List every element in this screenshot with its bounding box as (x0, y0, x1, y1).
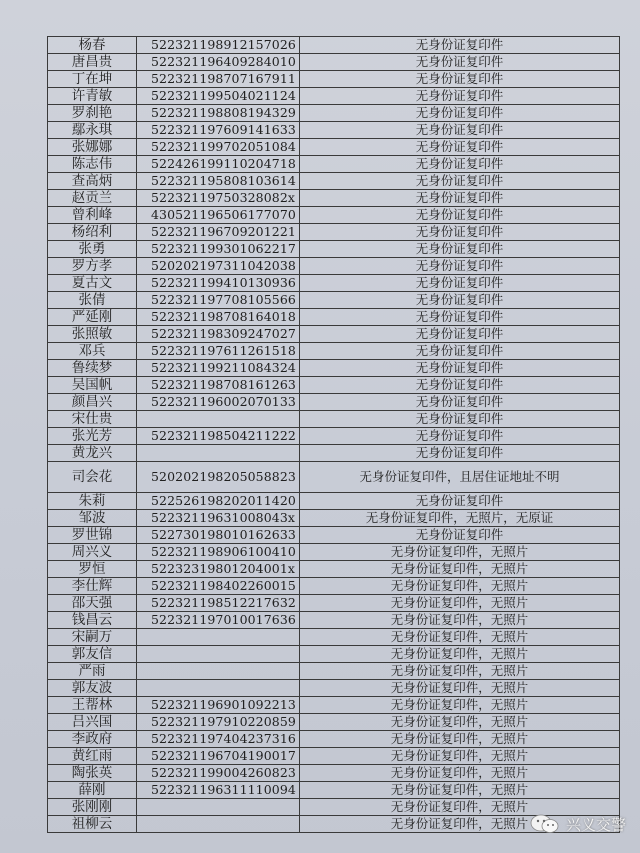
remark-cell: 无身份证复印件 (300, 292, 620, 309)
id-number-cell (137, 411, 300, 428)
name-cell: 许青敏 (48, 88, 137, 105)
name-cell: 罗方孝 (48, 258, 137, 275)
name-cell: 周兴义 (48, 544, 137, 561)
name-cell: 宋嗣万 (48, 629, 137, 646)
name-cell: 罗世锦 (48, 527, 137, 544)
id-number-cell: 522321196409284010 (137, 54, 300, 71)
id-number-cell: 522321198912157026 (137, 37, 300, 54)
table-row (48, 54, 620, 71)
table-row (48, 224, 620, 241)
name-cell: 陶张英 (48, 765, 137, 782)
id-number-cell: 52232319801204001x (137, 561, 300, 578)
id-number-cell: 522321196002070133 (137, 394, 300, 411)
remark-cell: 无身份证复印件 (300, 527, 620, 544)
name-cell: 张光芳 (48, 428, 137, 445)
table-row (48, 782, 620, 799)
remark-cell: 无身份证复印件 (300, 309, 620, 326)
remark-cell: 无身份证复印件 (300, 139, 620, 156)
id-number-cell: 522321198402260015 (137, 578, 300, 595)
id-number-cell: 522321199504021124 (137, 88, 300, 105)
name-cell: 鲁续梦 (48, 360, 137, 377)
remark-cell: 无身份证复印件 (300, 360, 620, 377)
table-row (48, 411, 620, 428)
id-number-cell: 522321198309247027 (137, 326, 300, 343)
id-number-cell: 522321198906100410 (137, 544, 300, 561)
id-number-cell (137, 799, 300, 816)
name-cell: 陈志伟 (48, 156, 137, 173)
table-row (48, 765, 620, 782)
name-cell: 鄢永琪 (48, 122, 137, 139)
id-number-cell: 522321198708164018 (137, 309, 300, 326)
table-row (48, 207, 620, 224)
id-number-cell: 522321199301062217 (137, 241, 300, 258)
name-cell: 曾利峰 (48, 207, 137, 224)
id-number-cell: 522321199702051084 (137, 139, 300, 156)
watermark (528, 813, 626, 835)
remark-cell: 无身份证复印件 (300, 122, 620, 139)
wechat-icon (528, 813, 562, 835)
table-row (48, 428, 620, 445)
remark-cell: 无身份证复印件，无照片 (300, 714, 620, 731)
table-row (48, 156, 620, 173)
name-cell: 宋仕贵 (48, 411, 137, 428)
table-row (48, 595, 620, 612)
id-number-cell (137, 445, 300, 462)
records-table-body (48, 37, 620, 833)
table-row (48, 462, 620, 493)
id-number-cell: 522321197611261518 (137, 343, 300, 360)
name-cell: 吕兴国 (48, 714, 137, 731)
id-number-cell: 522321196709201221 (137, 224, 300, 241)
name-cell: 杨绍利 (48, 224, 137, 241)
remark-cell: 无身份证复印件 (300, 190, 620, 207)
remark-cell: 无身份证复印件 (300, 377, 620, 394)
table-row (48, 377, 620, 394)
remark-cell: 无身份证复印件，无照片 (300, 765, 620, 782)
id-number-cell (137, 663, 300, 680)
id-number-cell: 522730198010162633 (137, 527, 300, 544)
remark-cell: 无身份证复印件，无照片，无原证 (300, 510, 620, 527)
table-row (48, 122, 620, 139)
name-cell: 唐昌贵 (48, 54, 137, 71)
id-number-cell: 522321197010017636 (137, 612, 300, 629)
remark-cell: 无身份证复印件，无照片 (300, 612, 620, 629)
remark-cell: 无身份证复印件 (300, 326, 620, 343)
name-cell: 罗刹艳 (48, 105, 137, 122)
table-row (48, 394, 620, 411)
name-cell: 查高炳 (48, 173, 137, 190)
id-number-cell: 52232119631008043x (137, 510, 300, 527)
table-row (48, 37, 620, 54)
name-cell: 李仕辉 (48, 578, 137, 595)
remark-cell: 无身份证复印件，无照片 (300, 816, 620, 833)
remark-cell: 无身份证复印件 (300, 445, 620, 462)
name-cell: 颜昌兴 (48, 394, 137, 411)
remark-cell: 无身份证复印件 (300, 493, 620, 510)
id-number-cell: 522321197609141633 (137, 122, 300, 139)
table-row (48, 697, 620, 714)
id-number-cell: 520202198205058823 (137, 462, 300, 493)
remark-cell: 无身份证复印件，无照片 (300, 731, 620, 748)
id-number-cell: 522321199211084324 (137, 360, 300, 377)
remark-cell: 无身份证复印件，无照片 (300, 629, 620, 646)
table-row (48, 748, 620, 765)
id-number-cell: 522321196311110094 (137, 782, 300, 799)
remark-cell: 无身份证复印件 (300, 105, 620, 122)
table-row (48, 292, 620, 309)
name-cell: 司会花 (48, 462, 137, 493)
name-cell: 朱莉 (48, 493, 137, 510)
table-row (48, 714, 620, 731)
name-cell: 张倩 (48, 292, 137, 309)
table-row (48, 360, 620, 377)
id-number-cell: 522321199410130936 (137, 275, 300, 292)
name-cell: 祖柳云 (48, 816, 137, 833)
remark-cell: 无身份证复印件，无照片 (300, 748, 620, 765)
id-number-cell: 520202197311042038 (137, 258, 300, 275)
remark-cell: 无身份证复印件 (300, 275, 620, 292)
remark-cell: 无身份证复印件 (300, 88, 620, 105)
remark-cell: 无身份证复印件，无照片 (300, 663, 620, 680)
remark-cell: 无身份证复印件 (300, 394, 620, 411)
name-cell: 丁在坤 (48, 71, 137, 88)
name-cell: 郭友信 (48, 646, 137, 663)
table-row (48, 258, 620, 275)
name-cell: 严延刚 (48, 309, 137, 326)
remark-cell: 无身份证复印件 (300, 411, 620, 428)
name-cell: 张娜娜 (48, 139, 137, 156)
table-row (48, 646, 620, 663)
remark-cell: 无身份证复印件 (300, 258, 620, 275)
id-number-cell: 522321198512217632 (137, 595, 300, 612)
watermark-text: 兴义交警 (565, 815, 626, 834)
name-cell: 赵贡兰 (48, 190, 137, 207)
table-row (48, 680, 620, 697)
id-number-cell: 522321195808103614 (137, 173, 300, 190)
table-row (48, 309, 620, 326)
id-number-cell: 522321196901092213 (137, 697, 300, 714)
table-row (48, 88, 620, 105)
name-cell: 张刚刚 (48, 799, 137, 816)
id-number-cell (137, 816, 300, 833)
id-number-cell: 522321197910220859 (137, 714, 300, 731)
id-number-cell: 522321196704190017 (137, 748, 300, 765)
table-row (48, 241, 620, 258)
name-cell: 罗恒 (48, 561, 137, 578)
name-cell: 邓兵 (48, 343, 137, 360)
remark-cell: 无身份证复印件，无照片 (300, 697, 620, 714)
id-number-cell: 522321198708161263 (137, 377, 300, 394)
id-number-cell: 522321199004260823 (137, 765, 300, 782)
table-row (48, 510, 620, 527)
remark-cell: 无身份证复印件，无照片 (300, 680, 620, 697)
id-number-cell (137, 680, 300, 697)
name-cell: 王帮林 (48, 697, 137, 714)
remark-cell: 无身份证复印件 (300, 343, 620, 360)
name-cell: 钱昌云 (48, 612, 137, 629)
remark-cell: 无身份证复印件，无照片 (300, 578, 620, 595)
remark-cell: 无身份证复印件 (300, 71, 620, 88)
table-row (48, 493, 620, 510)
records-table (47, 36, 620, 833)
name-cell: 邵天强 (48, 595, 137, 612)
table-row (48, 343, 620, 360)
table-row (48, 731, 620, 748)
remark-cell: 无身份证复印件，无照片 (300, 561, 620, 578)
remark-cell: 无身份证复印件 (300, 207, 620, 224)
remark-cell: 无身份证复印件，无照片 (300, 799, 620, 816)
name-cell: 严雨 (48, 663, 137, 680)
remark-cell: 无身份证复印件，且居住证地址不明 (300, 462, 620, 493)
table-row (48, 629, 620, 646)
id-number-cell (137, 629, 300, 646)
table-row (48, 326, 620, 343)
remark-cell: 无身份证复印件，无照片 (300, 595, 620, 612)
table-row (48, 105, 620, 122)
remark-cell: 无身份证复印件，无照片 (300, 646, 620, 663)
remark-cell: 无身份证复印件 (300, 224, 620, 241)
remark-cell: 无身份证复印件，无照片 (300, 544, 620, 561)
id-number-cell: 522321198808194329 (137, 105, 300, 122)
name-cell: 杨春 (48, 37, 137, 54)
table-row (48, 173, 620, 190)
id-number-cell: 522321197708105566 (137, 292, 300, 309)
remark-cell: 无身份证复印件 (300, 428, 620, 445)
remark-cell: 无身份证复印件 (300, 173, 620, 190)
table-row (48, 275, 620, 292)
name-cell: 张照敏 (48, 326, 137, 343)
remark-cell: 无身份证复印件，无照片 (300, 782, 620, 799)
table-row (48, 190, 620, 207)
table-row (48, 578, 620, 595)
id-number-cell: 522321198504211222 (137, 428, 300, 445)
id-number-cell: 522321198707167911 (137, 71, 300, 88)
name-cell: 李政府 (48, 731, 137, 748)
table-row (48, 527, 620, 544)
remark-cell: 无身份证复印件 (300, 156, 620, 173)
table-row (48, 663, 620, 680)
remark-cell: 无身份证复印件 (300, 241, 620, 258)
id-number-cell (137, 646, 300, 663)
id-number-cell: 430521196506177070 (137, 207, 300, 224)
id-number-cell: 52232119750328082x (137, 190, 300, 207)
remark-cell: 无身份证复印件 (300, 54, 620, 71)
name-cell: 夏古文 (48, 275, 137, 292)
id-number-cell: 522321197404237316 (137, 731, 300, 748)
table-row (48, 544, 620, 561)
table-row (48, 445, 620, 462)
table-row (48, 612, 620, 629)
name-cell: 邹波 (48, 510, 137, 527)
table-row (48, 71, 620, 88)
name-cell: 张勇 (48, 241, 137, 258)
name-cell: 黄龙兴 (48, 445, 137, 462)
id-number-cell: 522426199110204718 (137, 156, 300, 173)
name-cell: 黄红雨 (48, 748, 137, 765)
name-cell: 郭友波 (48, 680, 137, 697)
remark-cell: 无身份证复印件 (300, 37, 620, 54)
name-cell: 吴国帆 (48, 377, 137, 394)
table-row (48, 561, 620, 578)
id-number-cell: 522526198202011420 (137, 493, 300, 510)
name-cell: 薛刚 (48, 782, 137, 799)
table-row (48, 139, 620, 156)
